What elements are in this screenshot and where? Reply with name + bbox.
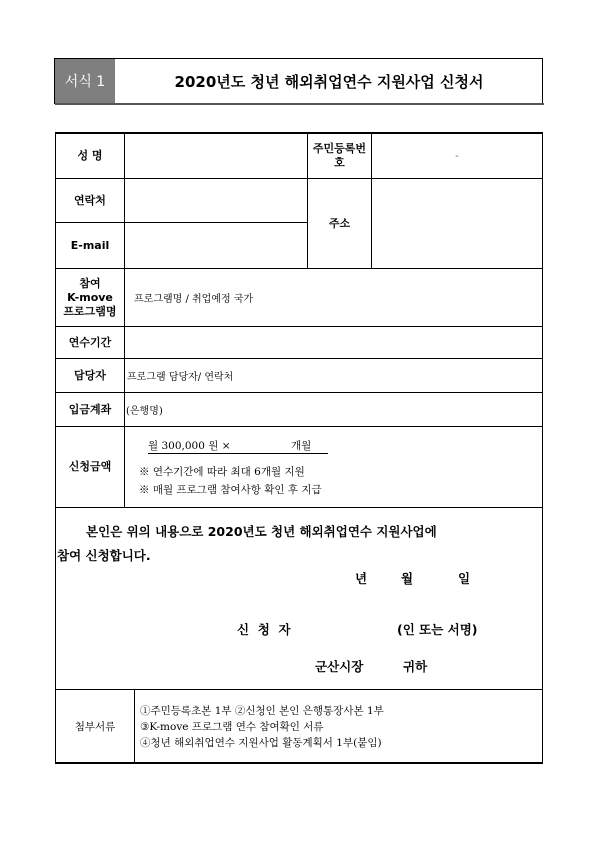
address-field[interactable] [372, 179, 542, 268]
amount-rate: 월 300,000 원 × [148, 440, 231, 452]
account-label: 입금계좌 [68, 402, 112, 416]
amount-months: 개월 [291, 440, 312, 452]
recipient: 군산시장 [315, 659, 364, 674]
signature-label: (인 또는 서명) [397, 622, 478, 637]
attachment-item-1: ①주민등록초본 1부 ②신청인 본인 은행통장사본 1부 [140, 705, 384, 717]
attachment-item-3: ④청년 해외취업연수 지원사업 활동계획서 1부(붙임) [140, 737, 382, 749]
contact-field[interactable] [125, 179, 307, 222]
period-field[interactable] [125, 327, 542, 358]
contact-label: 연락처 [74, 193, 106, 207]
form-title: 2020년도 청년 해외취업연수 지원사업 신청서 [174, 72, 484, 91]
amount-label: 신청금액 [68, 460, 112, 473]
resident-number-label: 주민등록번호 [312, 142, 367, 169]
date-day-label: 일 [458, 571, 471, 586]
address-label: 주소 [328, 216, 351, 230]
program-label-line-3: 프로그램명 [63, 304, 117, 318]
attachments-label: 첨부서류 [74, 720, 116, 733]
email-field[interactable] [125, 223, 307, 268]
program-label-line-2: K-move [67, 290, 113, 304]
amount-note-2: ※ 매월 프로그램 참여사항 확인 후 지급 [139, 484, 322, 496]
amount-note-1: ※ 연수기간에 따라 최대 6개월 지원 [139, 466, 305, 478]
program-label-line-1: 참여 [79, 276, 101, 290]
email-label: E-mail [70, 238, 110, 252]
program-field[interactable]: 프로그램명 / 취업예정 국가 [134, 294, 254, 305]
header-shadow [55, 103, 544, 105]
manager-label: 담당자 [74, 368, 106, 382]
name-field[interactable] [125, 134, 307, 178]
manager-field[interactable]: 프로그램 담당자/ 연락처 [127, 372, 234, 383]
recipient-honorific: 귀하 [403, 659, 428, 674]
name-label: 성 명 [77, 149, 103, 162]
declaration-line-1: 본인은 위의 내용으로 2020년도 청년 해외취업연수 지원사업에 [86, 524, 437, 539]
applicant-label: 신 청 자 [237, 622, 291, 637]
declaration-line-2: 참여 신청합니다. [57, 548, 151, 563]
resident-number-field[interactable]: - [455, 150, 459, 162]
program-label [56, 269, 124, 326]
account-field[interactable]: (은행명) [126, 406, 163, 417]
date-month-label: 월 [401, 571, 414, 586]
period-label: 연수기간 [68, 335, 112, 349]
date-year-label: 년 [355, 571, 368, 586]
attachment-item-2: ③K-move 프로그램 연수 참여확인 서류 [140, 721, 324, 733]
amount-rate-line [148, 438, 328, 454]
form-number-badge: 서식 1 [55, 59, 115, 103]
